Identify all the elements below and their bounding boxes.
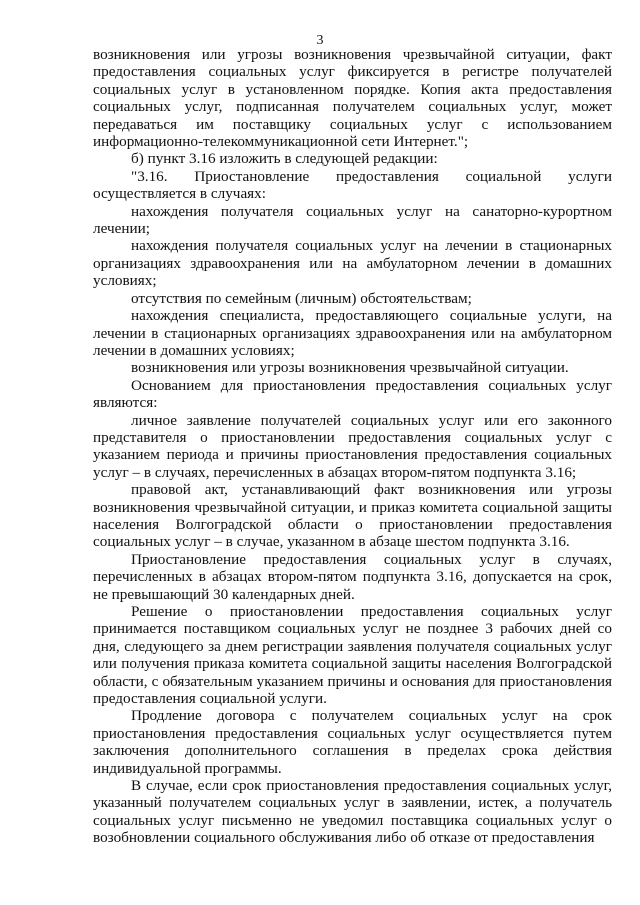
page-number: 3 xyxy=(316,33,324,48)
paragraph-10: личное заявление получателей социальных услуг или его законного представителя о приостановлении предоставления социальных услуг с указанием периода и причины приостановления предоставления социальных услуг – в случаях, перечисленных в абзацах втором-пятом подпункта 3.16; xyxy=(93,411,612,481)
paragraph-14: Продление договора с получателем социальных услуг на срок приостановления предоставления социальных услуг осуществляется путем заключения дополнительного соглашения в пределах срока действия индивидуальной программы. xyxy=(93,707,612,777)
paragraph-5: нахождения получателя социальных услуг на лечении в стационарных организациях здравоохранения или на амбулаторном лечении в домашних условиях; xyxy=(93,237,612,290)
paragraph-4: нахождения получателя социальных услуг на санаторно-курортном лечении; xyxy=(93,202,612,238)
document-body xyxy=(93,46,612,847)
paragraph-7: нахождения специалиста, предоставляющего социальные услуги, на лечении в стационарных организациях здравоохранения или на амбулаторном лечении в домашних условиях; xyxy=(93,307,612,359)
paragraph-15: В случае, если срок приостановления предоставления социальных услуг, указанный получателем социальных услуг в заявлении, истек, а получатель социальных услуг письменно не уведомил поставщика социальных услуг о возобновлении социального обслуживания либо об отказе от предоставления xyxy=(93,777,612,847)
paragraph-13: Решение о приостановлении предоставления социальных услуг принимается поставщиком социальных услуг не позднее 3 рабочих дней со дня, следующего за днем регистрации заявления получателя социальных услуг или получения приказа комитета социальной защиты населения Волгоградской области, с обязательным указанием причины и основания для приостановления предоставления социальной услуги. xyxy=(93,603,612,708)
paragraph-9: Основанием для приостановления предоставления социальных услуг являются: xyxy=(93,376,612,412)
paragraph-2: б) пункт 3.16 изложить в следующей редакции: xyxy=(131,150,438,168)
paragraph-1: возникновения или угрозы возникновения чрезвычайной ситуации, факт предоставления социальных услуг фиксируется в регистре получателей социальных услуг в установленном порядке. Копия акта предоставления социальных услуг, подписанная получателем социальных услуг, может передаваться им поставщику социальных услуг с использованием информационно-телекоммуникационной сети Интернет."; xyxy=(93,46,612,151)
paragraph-8: возникновения или угрозы возникновения чрезвычайной ситуации. xyxy=(131,359,569,377)
paragraph-3: "3.16. Приостановление предоставления социальной услуги осуществляется в случаях: xyxy=(93,167,612,203)
paragraph-6: отсутствия по семейным (личным) обстоятельствам; xyxy=(131,289,472,307)
paragraph-12: Приостановление предоставления социальных услуг в случаях, перечисленных в абзацах втором-пятом подпункта 3.16, допускается на срок, не превышающий 30 календарных дней. xyxy=(93,550,612,603)
paragraph-11: правовой акт, устанавливающий факт возникновения или угрозы возникновения чрезвычайной ситуации, и приказ комитета социальной защиты населения Волгоградской области о приостановлении предоставления социальных услуг – в случае, указанном в абзаце шестом подпункта 3.16. xyxy=(93,481,612,551)
